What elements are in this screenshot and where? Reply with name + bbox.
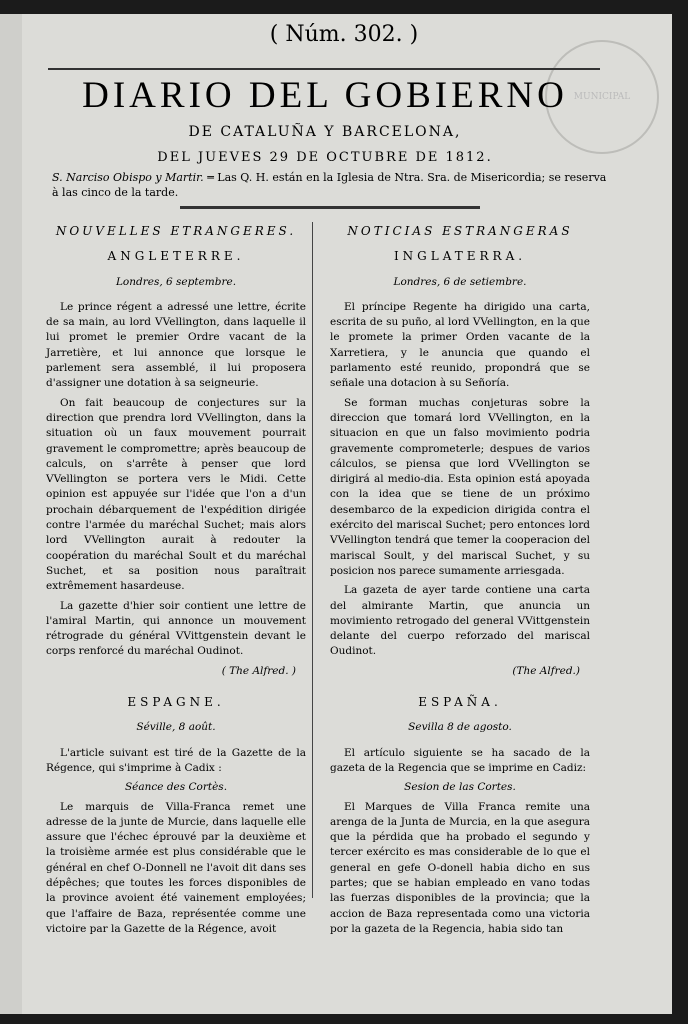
article-paragraph: Le prince régent a adressé une lettre, écrite de sa main, au lord VVellington, dans laquelle il lui promet le premier Ordre vacant de la Jarretière, et lui annonce que lorsque le parlement sera assemblé, il lui proposera d'assigner une dotation à sa seigneurie. (46, 300, 306, 390)
article-paragraph: Se forman muchas conjeturas sobre la direccion que tomará lord VVellington, en la situacion en que un falso movimiento podria gravemente comprometerle; despues de varios cálculos, se piensa que lord VVellington se dirigirá al medio-dia. Esta opinion está apoyada con la idea que se tiene de un próximo desembarco de la expedicion dirigida contra el exército del mariscal Suchet; pero entonces lord VVellington tendrá que temer la cooperacion del mariscal Soult, y del mariscal Suchet, y su posicion nos parece sumamente arriesgada. (330, 396, 590, 577)
article-paragraph: El Marques de Villa Franca remite una arenga de la Junta de Murcia, en la que asegura que la pérdida que ha probado el segundo y tercer exército es mas considerable de lo que el general en gefe O-donell habia dicho en sus partes; que se habian empleado en vano todas las fuerzas disponibles de la provincia; que la accion de Baza representada como una victoria por la gazeta de la Regencia, habia sido tan (330, 800, 590, 935)
dateline-place: Londres, 6 septembre. (115, 275, 237, 288)
country-heading: INGLATERRA. (393, 249, 527, 264)
issue-number: ( Núm. 302. ) (269, 22, 419, 47)
section-heading: NOUVELLES ETRANGERES. (55, 224, 297, 238)
french-column (46, 220, 306, 941)
article-paragraph: El príncipe Regente ha dirigido una carta, escrita de su puño, al lord VVellington, en la que le promete la primer Orden vacante de la Xarretiera, y le anuncia que quando el parlamento esté reunido, propondrá que se señale una dotacion à su Señoría. (330, 300, 590, 390)
article-paragraph: El artículo siguiente se ha sacado de la gazeta de la Regencia que se imprime en Cadiz: (330, 746, 590, 774)
column-divider (312, 222, 313, 898)
spanish-column (330, 220, 590, 941)
subheading: Séance des Cortès. (124, 781, 228, 794)
section-heading: NOTICIAS ESTRANGERAS (347, 224, 573, 238)
saints-notice (52, 170, 612, 200)
saints-name: S. Narciso Obispo y Martir. (52, 171, 204, 184)
masthead-subtitle: DE CATALUÑA Y BARCELONA, (188, 124, 462, 140)
header-rule-top (48, 68, 600, 70)
stamp-text: MUNICIPAL (573, 92, 631, 102)
dateline-place: Sevilla 8 de agosto. (408, 721, 512, 734)
subheading: Sesion de las Cortes. (404, 781, 516, 794)
source-credit: ( The Alfred. ) (221, 664, 296, 677)
masthead-title: DIARIO DEL GOBIERNO (82, 75, 568, 116)
article-paragraph: La gazette d'hier soir contient une lettre de l'amiral Martin, qui annonce un mouvement rétrograde du général VVittgenstein devant le corps renforcé du maréchal Oudinot. (46, 599, 306, 658)
country-heading: ESPAGNE. (127, 695, 225, 710)
country-heading: ESPAÑA. (418, 695, 502, 710)
article-paragraph: On fait beaucoup de conjectures sur la direction que prendra lord VVellington, dans la situation où un faux mouvement pourrait gravement le compromettre; après beaucoup de calculs, on s'arrête à penser que lord VVellington se portera vers le Midi. Cette opinion est appuyée sur l'idée que l'on a d'un prochain débarquement de l'expédition dirigée contre l'armée du maréchal Suchet; mais alors lord VVellington aurait à redouter la coopération du maréchal Soult et du maréchal Suchet, et sa position nous paraîtrait extrêmement hasardeuse. (46, 396, 306, 593)
article-paragraph: L'article suivant est tiré de la Gazette de la Régence, qui s'imprime à Cadix : (46, 746, 306, 774)
adjacent-page-edge (0, 14, 22, 1014)
saints-details: ═ Las Q. H. están en la Iglesia de Ntra. Sra. de Misericordia; se reserva à las cinco de la tarde. (52, 171, 607, 199)
source-credit: (The Alfred.) (512, 664, 580, 677)
country-heading: ANGLETERRE. (107, 249, 245, 264)
dateline-place: Londres, 6 de setiembre. (393, 275, 527, 288)
dateline: DEL JUEVES 29 DE OCTUBRE DE 1812. (157, 150, 493, 165)
header-rule-bottom (180, 206, 480, 209)
dateline-place: Séville, 8 août. (136, 721, 216, 734)
article-paragraph: Le marquis de Villa-Franca remet une adresse de la junte de Murcie, dans laquelle elle assure que l'échec éprouvé par la deuxième et la troisième armée est plus considérable que le général en chef O-Donnell ne l'avoit dit dans ses dépêches; que toutes les forces disponibles de la province avoient été vainement employées; que l'affaire de Baza, représentée comme une victoire par la Gazette de la Régence, avoit (46, 800, 306, 935)
article-paragraph: La gazeta de ayer tarde contiene una carta del almirante Martin, que anuncia un movimiento retrogado del general VVittgenstein delante del cuerpo reforzado del mariscal Oudinot. (330, 584, 590, 658)
